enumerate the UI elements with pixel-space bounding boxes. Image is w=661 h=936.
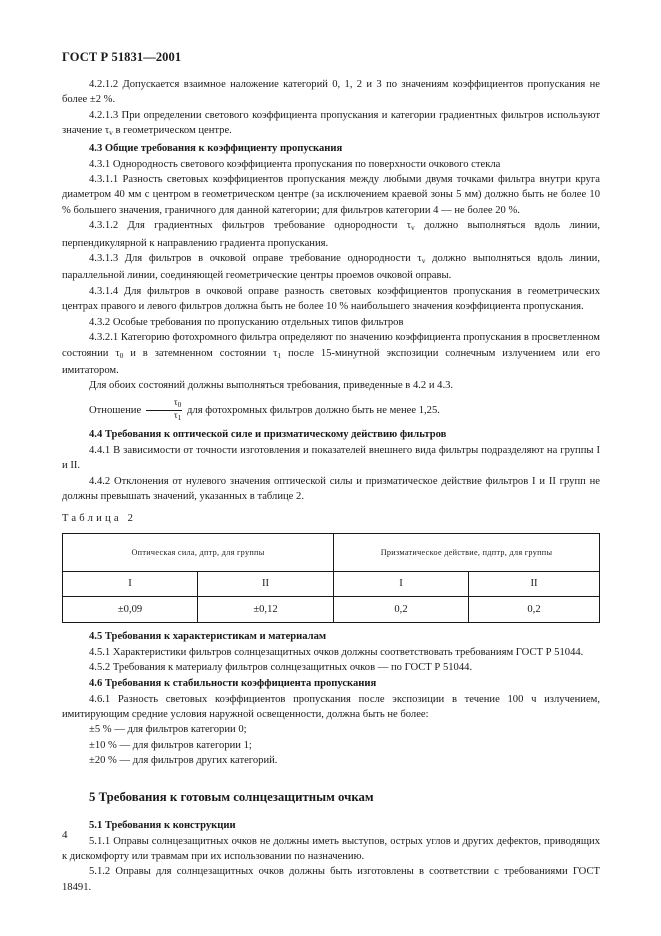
paragraph-4-4-1: 4.4.1 В зависимости от точности изготовления и показателей внешнего вида фильтры подразделяют на группы I и II. <box>62 444 600 472</box>
paragraph-4-5-1: 4.5.1 Характеристики фильтров солнцезащитных очков должны соответствовать требованиям ГОСТ Р 51044. <box>89 646 584 658</box>
page-content <box>62 77 600 895</box>
paragraph-4-3-1-2: 4.3.1.2 Для градиентных фильтров требование однородности $\tau_v$ должно выполняться вдоль линии, перпендикулярной к направлению градиента пропускания. <box>62 220 600 249</box>
page-number: 4 <box>62 829 68 841</box>
paragraph-ratio: Отношение $\frac{\tau_0}{\tau_1}$ для фотохромных фильтров должно быть не менее 1,25. <box>89 397 440 422</box>
paragraph-4-3-2-1: 4.3.2.1 Категорию фотохромного фильтра определяют по значению коэффициента пропускания в просветленном состоянии $\tau_0$ и в затемненном состоянии $\tau_1$ после 15-минутной экспозиции солнечным излучением или его имитатором. <box>62 332 600 376</box>
paragraph-4-2-1-3: 4.2.1.3 При определении светового коэффициента пропускания и категории градиентных фильтров используют значение $\tau_v$ в геометрическом центре. <box>62 109 600 138</box>
paragraph-5-1-1: 5.1.1 Оправы солнцезащитных очков не должны иметь выступов, острых углов и других дефектов, приводящих к дискомфорту или травмам при их использовании по назначению. <box>62 835 600 862</box>
heading-4-4: 4.4 Требования к оптической силе и призматическому действию фильтров <box>89 428 447 440</box>
list-item: ±5 % — для фильтров категории 0; <box>89 724 247 736</box>
table-group-cell: I <box>63 571 198 596</box>
table-group-cell: I <box>334 571 469 596</box>
ratio-fraction: $\frac{\tau_0}{\tau_1}$ <box>146 398 183 423</box>
heading-4-6: 4.6 Требования к стабильности коэффициента пропускания <box>89 677 377 689</box>
table-caption: Таблица 2 <box>62 513 137 525</box>
table-header-prismatic-effect: Призматическое действие, пдптр, для группы <box>334 533 600 571</box>
list-item: ±10 % — для фильтров категории 1; <box>89 739 252 751</box>
table-value-cell: 0,2 <box>469 596 600 622</box>
paragraph-4-5-2: 4.5.2 Требования к материалу фильтров солнцезащитных очков — по ГОСТ Р 51044. <box>89 662 473 674</box>
table-value-cell: ±0,12 <box>198 596 334 622</box>
table-value-cell: 0,2 <box>334 596 469 622</box>
paragraph-4-4-2: 4.4.2 Отклонения от нулевого значения оптической силы и призматическое действие фильтров I и II групп не должны превышать значений, указанных в таблице 2. <box>62 475 600 502</box>
table-2 <box>62 533 600 623</box>
table-header-optical-power: Оптическая сила, дптр, для группы <box>63 533 334 571</box>
heading-4-5: 4.5 Требования к характеристикам и материалам <box>89 630 327 642</box>
paragraph-4-3-1-4: 4.3.1.4 Для фильтров в очковой оправе разность световых коэффициентов пропускания в геометрических центрах правого и левого фильтров должна быть не более 10 % наибольшего значения коэффициента пропускания. <box>62 285 600 313</box>
page-header: ГОСТ Р 51831—2001 <box>62 50 182 64</box>
paragraph-4-3-1-3: 4.3.1.3 Для фильтров в очковой оправе требование однородности $\tau_v$ должно выполняться вдоль линии, параллельной линии, соединяющей геометрические центры проемов очковой оправы. <box>62 253 600 282</box>
paragraph-4-6-1: 4.6.1 Разность световых коэффициентов пропускания после экспозиции в течение 100 ч излучением, имитирующим средние условия наружной освещенности, должна быть не более: <box>62 693 600 720</box>
list-item: ±20 % — для фильтров других категорий. <box>89 755 278 767</box>
paragraph-5-1-2: 5.1.2 Оправы для солнцезащитных очков должны быть изготовлены в соответствии с требованиями ГОСТ 18491. <box>62 866 600 893</box>
paragraph-4-3-1-1: 4.3.1.1 Разность световых коэффициентов пропускания между любыми двумя точками фильтра внутри круга диаметром 40 мм с центром в геометрическом центре (за исключением краевой зоны 5 мм) должно быть не более 10 % большего значения, граничного для данной категории; для фильтров категории 4 — не более 20 %. <box>62 174 600 216</box>
paragraph-both-states: Для обоих состояний должны выполняться требования, приведенные в 4.2 и 4.3. <box>89 380 454 392</box>
heading-5-1: 5.1 Требования к конструкции <box>89 819 236 831</box>
paragraph-4-3-1: 4.3.1 Однородность светового коэффициента пропускания по поверхности очкового стекла <box>89 158 501 170</box>
heading-4-3: 4.3 Общие требования к коэффициенту пропускания <box>89 142 343 154</box>
table-group-cell: II <box>198 571 334 596</box>
paragraph-4-2-1-2: 4.2.1.2 Допускается взаимное наложение категорий 0, 1, 2 и 3 по значениям коэффициентов пропускания не более ±2 %. <box>62 79 600 106</box>
table-value-cell: ±0,09 <box>63 596 198 622</box>
paragraph-4-3-2: 4.3.2 Особые требования по пропусканию отдельных типов фильтров <box>89 316 404 328</box>
heading-section-5: 5 Требования к готовым солнцезащитным очкам <box>89 789 374 804</box>
table-group-cell: II <box>469 571 600 596</box>
